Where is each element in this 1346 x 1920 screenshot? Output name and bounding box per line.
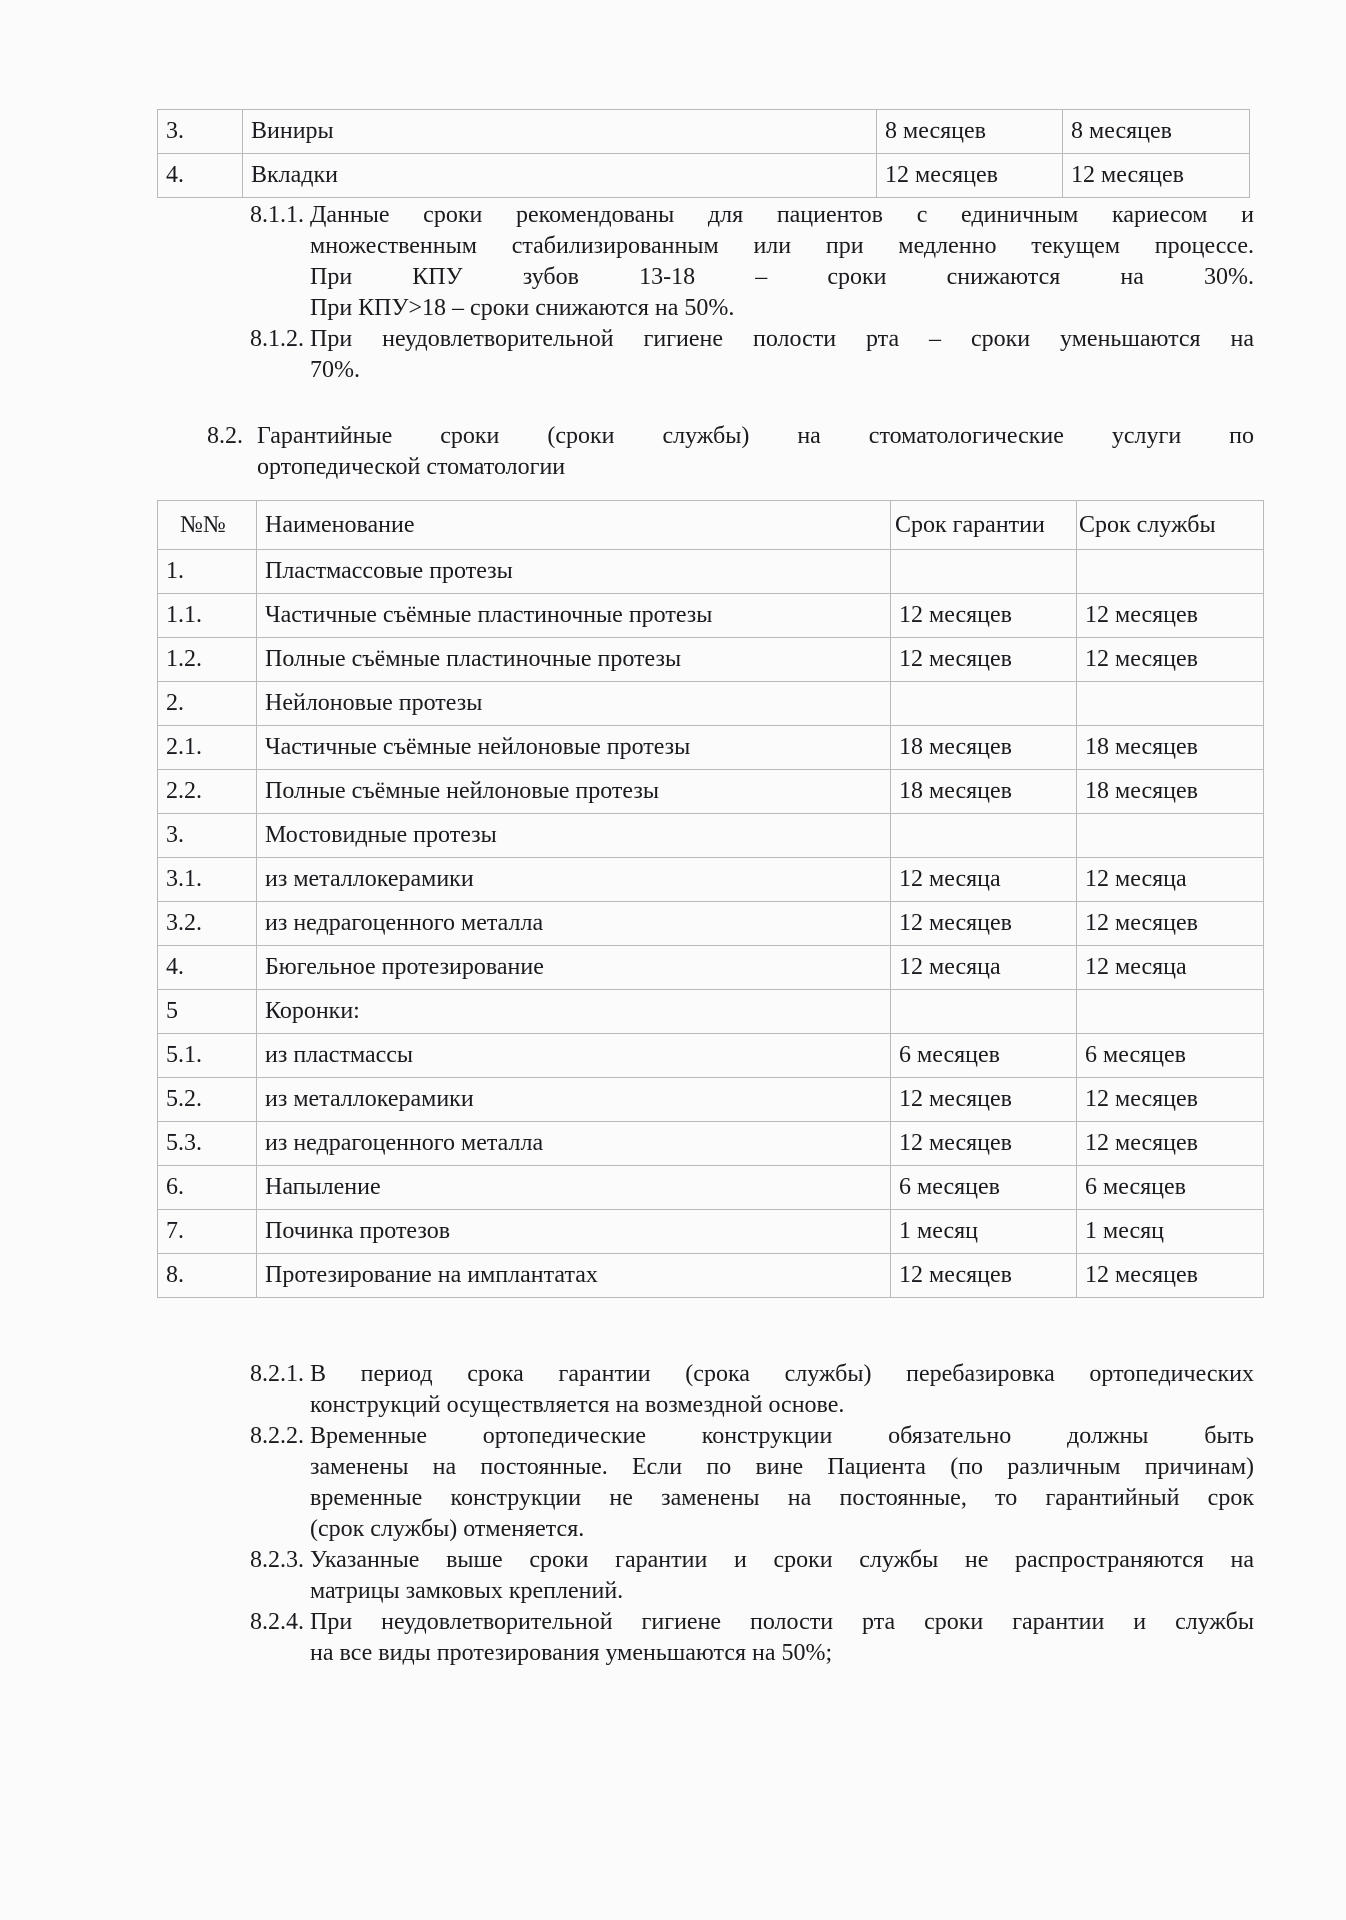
row-number: 1.2. — [158, 638, 257, 682]
service-term: 12 месяца — [1077, 946, 1264, 990]
row-number: 3. — [158, 814, 257, 858]
paragraph-number: 8.2.1. — [250, 1361, 304, 1387]
paragraph-line: При КПУ зубов 13-18 – сроки снижаются на 30%. — [310, 264, 1254, 290]
table-row — [158, 858, 1264, 902]
row-number: 1. — [158, 550, 257, 594]
table-row — [158, 1122, 1264, 1166]
table-row — [158, 110, 1250, 154]
prosthetics-table — [157, 500, 1264, 1298]
service-term — [1077, 550, 1264, 594]
paragraph-8-2-3 — [250, 1545, 1254, 1607]
row-name: из недрагоценного металла — [257, 902, 891, 946]
guarantee-term: 8 месяцев — [877, 110, 1063, 154]
guarantee-term: 1 месяц — [891, 1210, 1077, 1254]
service-term: 12 месяцев — [1077, 1078, 1264, 1122]
table-row — [158, 1034, 1264, 1078]
paragraph-line: на все виды протезирования уменьшаются на 50%; — [310, 1640, 833, 1666]
guarantee-term — [891, 682, 1077, 726]
guarantee-term: 12 месяца — [891, 858, 1077, 902]
row-name: из недрагоценного металла — [257, 1122, 891, 1166]
paragraph-8-2-2 — [250, 1421, 1254, 1545]
row-name: Нейлоновые протезы — [257, 682, 891, 726]
paragraph-number: 8.1.1. — [250, 202, 304, 228]
row-name: из металлокерамики — [257, 1078, 891, 1122]
row-number: 5.1. — [158, 1034, 257, 1078]
row-name: Частичные съёмные нейлоновые протезы — [257, 726, 891, 770]
header-guarantee: Срок гарантии — [891, 501, 1077, 550]
table-row — [158, 1210, 1264, 1254]
guarantee-term: 12 месяцев — [877, 154, 1063, 198]
paragraph-number: 8.2. — [207, 423, 243, 449]
service-term: 12 месяца — [1077, 858, 1264, 902]
service-term: 6 месяцев — [1077, 1166, 1264, 1210]
paragraph-8-2 — [207, 421, 1254, 483]
row-name: Коронки: — [257, 990, 891, 1034]
guarantee-term — [891, 814, 1077, 858]
service-term: 1 месяц — [1077, 1210, 1264, 1254]
paragraph-line: 70%. — [310, 357, 360, 383]
table-row — [158, 638, 1264, 682]
row-name: Полные съёмные пластиночные протезы — [257, 638, 891, 682]
row-number: 3.2. — [158, 902, 257, 946]
row-number: 4. — [158, 946, 257, 990]
top-table — [157, 109, 1250, 198]
service-term — [1077, 814, 1264, 858]
paragraph-8-2-1 — [250, 1359, 1254, 1421]
row-number: 4. — [158, 154, 243, 198]
row-number: 2. — [158, 682, 257, 726]
paragraph-line: Гарантийные сроки (сроки службы) на стоматологические услуги по — [257, 423, 1254, 449]
guarantee-term — [891, 990, 1077, 1034]
table-row — [158, 902, 1264, 946]
guarantee-term: 12 месяцев — [891, 594, 1077, 638]
row-name: Полные съёмные нейлоновые протезы — [257, 770, 891, 814]
service-term: 12 месяцев — [1077, 1122, 1264, 1166]
guarantee-term — [891, 550, 1077, 594]
service-term: 12 месяцев — [1063, 154, 1250, 198]
table-row — [158, 770, 1264, 814]
table-row — [158, 682, 1264, 726]
service-term: 8 месяцев — [1063, 110, 1250, 154]
paragraph-line: временные конструкции не заменены на постоянные, то гарантийный срок — [310, 1485, 1254, 1511]
guarantee-term: 12 месяцев — [891, 1078, 1077, 1122]
service-term: 12 месяцев — [1077, 1254, 1264, 1298]
header-name: Наименование — [257, 501, 891, 550]
table-row — [158, 594, 1264, 638]
paragraph-line: ортопедической стоматологии — [257, 454, 566, 480]
guarantee-term: 6 месяцев — [891, 1166, 1077, 1210]
table-row — [158, 1166, 1264, 1210]
row-number: 3. — [158, 110, 243, 154]
paragraph-number: 8.2.4. — [250, 1609, 304, 1635]
paragraph-line: При неудовлетворительной гигиене полости рта сроки гарантии и службы — [310, 1609, 1254, 1635]
paragraph-line: (срок службы) отменяется. — [310, 1516, 585, 1542]
paragraph-line: множественным стабилизированным или при медленно текущем процессе. — [310, 233, 1254, 259]
guarantee-term: 18 месяцев — [891, 770, 1077, 814]
row-name: Починка протезов — [257, 1210, 891, 1254]
guarantee-term: 12 месяцев — [891, 638, 1077, 682]
paragraph-8-1-1 — [250, 200, 1254, 324]
service-term — [1077, 682, 1264, 726]
row-number: 7. — [158, 1210, 257, 1254]
service-term: 18 месяцев — [1077, 726, 1264, 770]
service-term — [1077, 990, 1264, 1034]
header-number: №№ — [158, 501, 257, 550]
guarantee-term: 18 месяцев — [891, 726, 1077, 770]
paragraph-line: При неудовлетворительной гигиене полости рта – сроки уменьшаются на — [310, 326, 1254, 352]
paragraph-line: конструкций осуществляется на возмездной основе. — [310, 1392, 845, 1418]
table-row — [158, 154, 1250, 198]
row-number: 8. — [158, 1254, 257, 1298]
paragraph-number: 8.1.2. — [250, 326, 304, 352]
table-row — [158, 726, 1264, 770]
paragraph-line: матрицы замковых креплений. — [310, 1578, 624, 1604]
service-term: 12 месяцев — [1077, 594, 1264, 638]
service-term: 6 месяцев — [1077, 1034, 1264, 1078]
row-number: 2.2. — [158, 770, 257, 814]
table-row — [158, 946, 1264, 990]
row-name: Напыление — [257, 1166, 891, 1210]
paragraph-number: 8.2.2. — [250, 1423, 304, 1449]
row-number: 2.1. — [158, 726, 257, 770]
row-number: 5.3. — [158, 1122, 257, 1166]
paragraph-8-1-2 — [250, 324, 1254, 386]
service-term: 12 месяцев — [1077, 902, 1264, 946]
row-name: Бюгельное протезирование — [257, 946, 891, 990]
header-service: Срок службы — [1077, 501, 1264, 550]
guarantee-term: 12 месяцев — [891, 1254, 1077, 1298]
table-header-row — [158, 501, 1264, 550]
table-row — [158, 1078, 1264, 1122]
paragraph-8-2-4 — [250, 1607, 1254, 1669]
service-term: 18 месяцев — [1077, 770, 1264, 814]
table-row — [158, 550, 1264, 594]
row-number: 5 — [158, 990, 257, 1034]
row-number: 1.1. — [158, 594, 257, 638]
paragraph-line: В период срока гарантии (срока службы) перебазировка ортопедических — [310, 1361, 1254, 1387]
guarantee-term: 12 месяцев — [891, 1122, 1077, 1166]
row-name: Частичные съёмные пластиночные протезы — [257, 594, 891, 638]
guarantee-term: 6 месяцев — [891, 1034, 1077, 1078]
row-name: Виниры — [243, 110, 877, 154]
paragraph-line: Временные ортопедические конструкции обязательно должны быть — [310, 1423, 1254, 1449]
table-row — [158, 1254, 1264, 1298]
guarantee-term: 12 месяца — [891, 946, 1077, 990]
row-name: Мостовидные протезы — [257, 814, 891, 858]
row-name: из пластмассы — [257, 1034, 891, 1078]
paragraph-line: Данные сроки рекомендованы для пациентов с единичным кариесом и — [310, 202, 1254, 228]
row-name: Вкладки — [243, 154, 877, 198]
row-number: 5.2. — [158, 1078, 257, 1122]
table-row — [158, 990, 1264, 1034]
row-number: 3.1. — [158, 858, 257, 902]
row-name: из металлокерамики — [257, 858, 891, 902]
row-number: 6. — [158, 1166, 257, 1210]
table-row — [158, 814, 1264, 858]
paragraph-number: 8.2.3. — [250, 1547, 304, 1573]
service-term: 12 месяцев — [1077, 638, 1264, 682]
paragraph-line: При КПУ>18 – сроки снижаются на 50%. — [310, 295, 735, 321]
paragraph-line: Указанные выше сроки гарантии и сроки службы не распространяются на — [310, 1547, 1254, 1573]
guarantee-term: 12 месяцев — [891, 902, 1077, 946]
row-name: Пластмассовые протезы — [257, 550, 891, 594]
row-name: Протезирование на имплантатах — [257, 1254, 891, 1298]
paragraph-line: заменены на постоянные. Если по вине Пациента (по различным причинам) — [310, 1454, 1254, 1480]
